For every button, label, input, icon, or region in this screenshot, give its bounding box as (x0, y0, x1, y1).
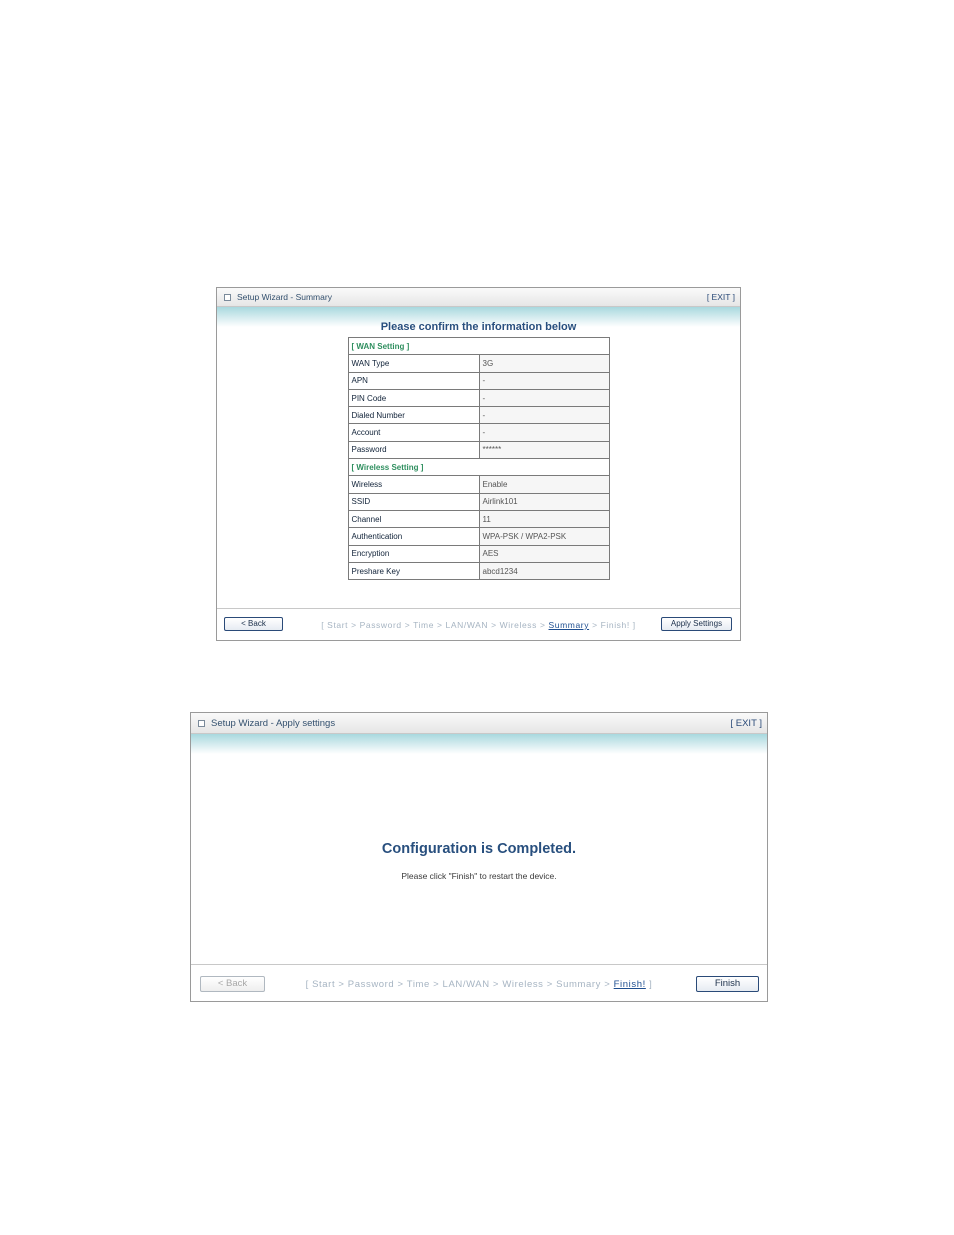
row-label: Authentication (348, 528, 479, 545)
row-value: - (479, 389, 609, 406)
table-row (348, 372, 609, 389)
table-row (348, 493, 609, 510)
table-row (348, 389, 609, 406)
table-row (348, 407, 609, 424)
row-value: abcd1234 (479, 562, 609, 579)
window-icon (224, 294, 231, 301)
apply-settings-button[interactable]: Apply Settings (661, 617, 732, 631)
summary-headline: Please confirm the information below (380, 321, 577, 333)
table-row (348, 476, 609, 493)
summary-titlebar (217, 288, 740, 307)
table-row (348, 545, 609, 562)
step-current-summary[interactable]: Summary (548, 620, 590, 630)
row-label: PIN Code (348, 389, 479, 406)
summary-footer (217, 608, 740, 640)
row-label: WAN Type (348, 355, 479, 372)
back-button-disabled: < Back (200, 976, 265, 992)
summary-window-title: Setup Wizard - Summary (237, 292, 332, 302)
row-value: AES (479, 545, 609, 562)
exit-link[interactable]: [ EXIT ] (706, 292, 735, 302)
row-label: Channel (348, 510, 479, 527)
steps-prefix: [ Start > Password > Time > LAN/WAN > Wireless > Summary > (305, 979, 611, 990)
window-icon (198, 720, 205, 727)
apply-titlebar (191, 713, 767, 734)
table-row (348, 355, 609, 372)
row-value: WPA-PSK / WPA2-PSK (479, 528, 609, 545)
wizard-steps (191, 979, 767, 990)
header-band (191, 734, 767, 754)
row-label: Encryption (348, 545, 479, 562)
section-heading: [ WAN Setting ] (348, 338, 609, 355)
section-row (348, 459, 609, 476)
row-label: SSID (348, 493, 479, 510)
row-label: Dialed Number (348, 407, 479, 424)
section-heading: [ Wireless Setting ] (348, 459, 609, 476)
summary-window (216, 287, 741, 641)
row-value: Airlink101 (479, 493, 609, 510)
table-row (348, 424, 609, 441)
steps-prefix: [ Start > Password > Time > LAN/WAN > Wireless > (321, 620, 546, 630)
row-value: Enable (479, 476, 609, 493)
step-current-finish[interactable]: Finish! (613, 979, 646, 990)
exit-link[interactable]: [ EXIT ] (730, 718, 762, 729)
row-label: Account (348, 424, 479, 441)
row-label: Preshare Key (348, 562, 479, 579)
row-value: - (479, 424, 609, 441)
row-value: - (479, 407, 609, 424)
steps-suffix: > Finish! ] (592, 620, 636, 630)
row-value: 11 (479, 510, 609, 527)
row-label: Wireless (348, 476, 479, 493)
summary-table (348, 337, 610, 580)
completion-headline: Configuration is Completed. (381, 841, 577, 857)
apply-window (190, 712, 768, 1002)
row-value: ****** (479, 441, 609, 458)
table-row (348, 510, 609, 527)
apply-footer (191, 964, 767, 1001)
completion-message: Please click "Finish" to restart the device. (401, 871, 557, 881)
table-row (348, 562, 609, 579)
row-label: Password (348, 441, 479, 458)
back-button[interactable]: < Back (224, 617, 283, 631)
table-row (348, 441, 609, 458)
steps-suffix: ] (649, 979, 653, 990)
row-value: - (479, 372, 609, 389)
row-label: APN (348, 372, 479, 389)
apply-window-title: Setup Wizard - Apply settings (211, 718, 336, 729)
table-row (348, 528, 609, 545)
finish-button[interactable]: Finish (696, 976, 759, 992)
row-value: 3G (479, 355, 609, 372)
section-row (348, 338, 609, 355)
